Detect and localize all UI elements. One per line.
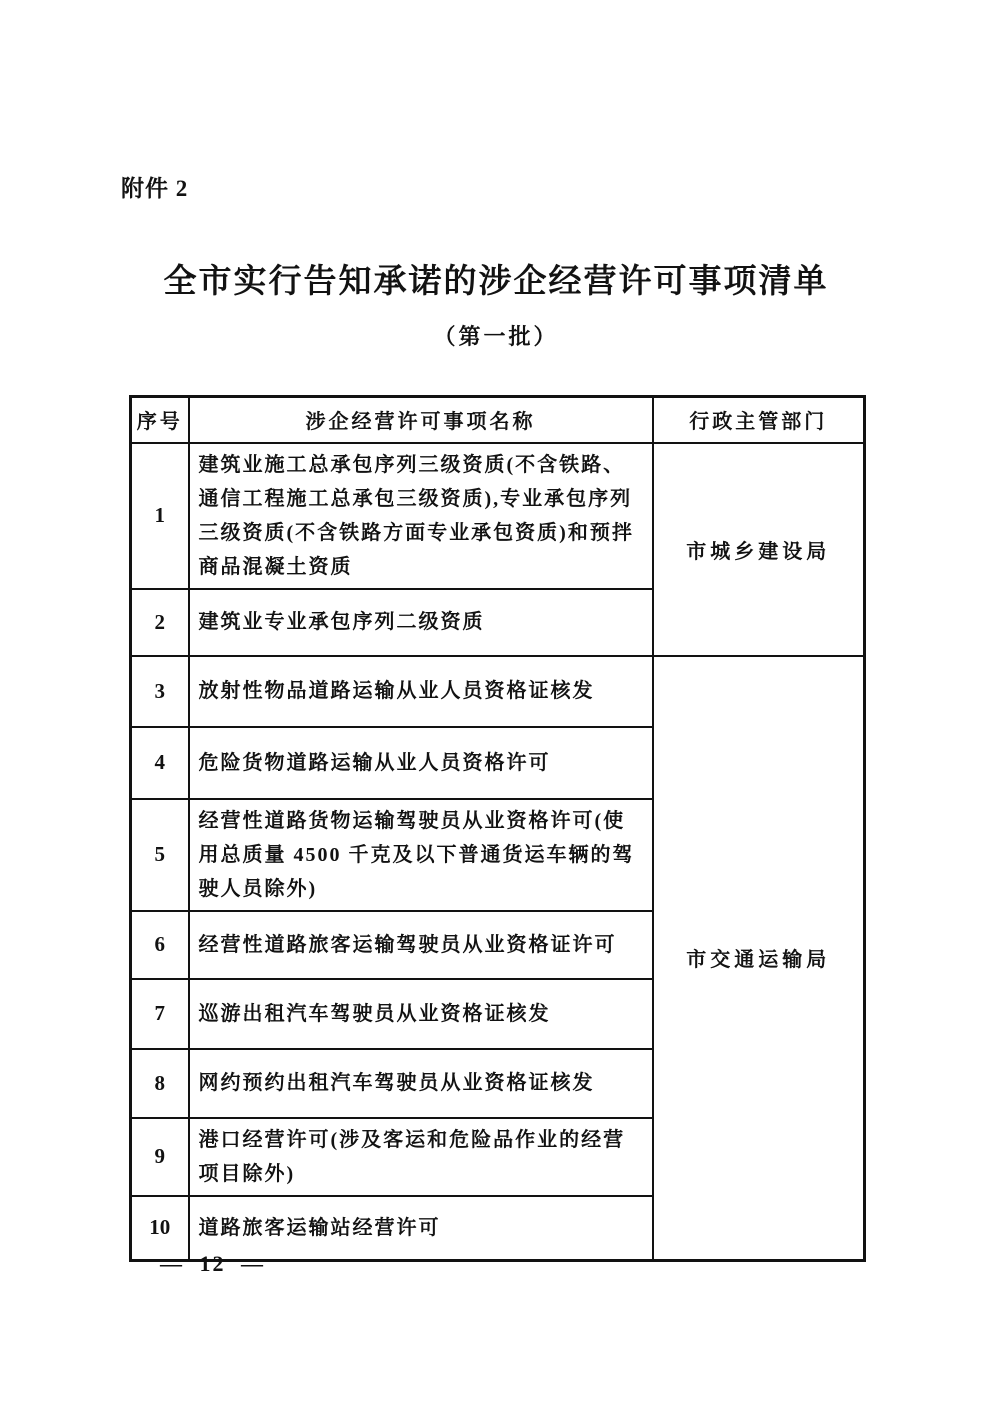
row-number: 5 (131, 799, 189, 911)
row-item: 经营性道路货物运输驾驶员从业资格许可(使用总质量 4500 千克及以下普通货运车辆的驾驶人员除外) (189, 799, 653, 911)
attachment-label: 附件 2 (121, 176, 189, 201)
row-item: 网约预约出租汽车驾驶员从业资格证核发 (189, 1049, 653, 1118)
row-item: 港口经营许可(涉及客运和危险品作业的经营项目除外) (189, 1118, 653, 1196)
row-item: 巡游出租汽车驾驶员从业资格证核发 (189, 979, 653, 1049)
row-number: 2 (131, 589, 189, 656)
row-item: 道路旅客运输站经营许可 (189, 1196, 653, 1261)
row-item: 危险货物道路运输从业人员资格许可 (189, 727, 653, 799)
row-number: 4 (131, 727, 189, 799)
department-cell: 市城乡建设局 (653, 443, 865, 656)
table-header-row (131, 397, 865, 443)
row-number: 1 (131, 443, 189, 589)
row-number: 9 (131, 1118, 189, 1196)
row-item: 建筑业专业承包序列二级资质 (189, 589, 653, 656)
row-number: 10 (131, 1196, 189, 1261)
row-number: 7 (131, 979, 189, 1049)
table-row (131, 656, 865, 727)
row-item: 建筑业施工总承包序列三级资质(不含铁路、通信工程施工总承包三级资质),专业承包序列三级资质(不含铁路方面专业承包资质)和预拌商品混凝土资质 (189, 443, 653, 589)
row-item: 经营性道路旅客运输驾驶员从业资格证许可 (189, 911, 653, 979)
page-title: 全市实行告知承诺的涉企经营许可事项清单 (163, 264, 829, 300)
row-item: 放射性物品道路运输从业人员资格证核发 (189, 656, 653, 727)
table-row (131, 443, 865, 589)
row-number: 8 (131, 1049, 189, 1118)
page-number: — 12 — (160, 1251, 265, 1276)
license-items-table (129, 395, 866, 1262)
column-header-dept: 行政主管部门 (653, 397, 865, 443)
column-header-item: 涉企经营许可事项名称 (189, 397, 653, 443)
department-cell: 市交通运输局 (653, 656, 865, 1261)
column-header-no: 序号 (131, 397, 189, 443)
row-number: 3 (131, 656, 189, 727)
page-subtitle: （第一批） (433, 324, 559, 349)
row-number: 6 (131, 911, 189, 979)
